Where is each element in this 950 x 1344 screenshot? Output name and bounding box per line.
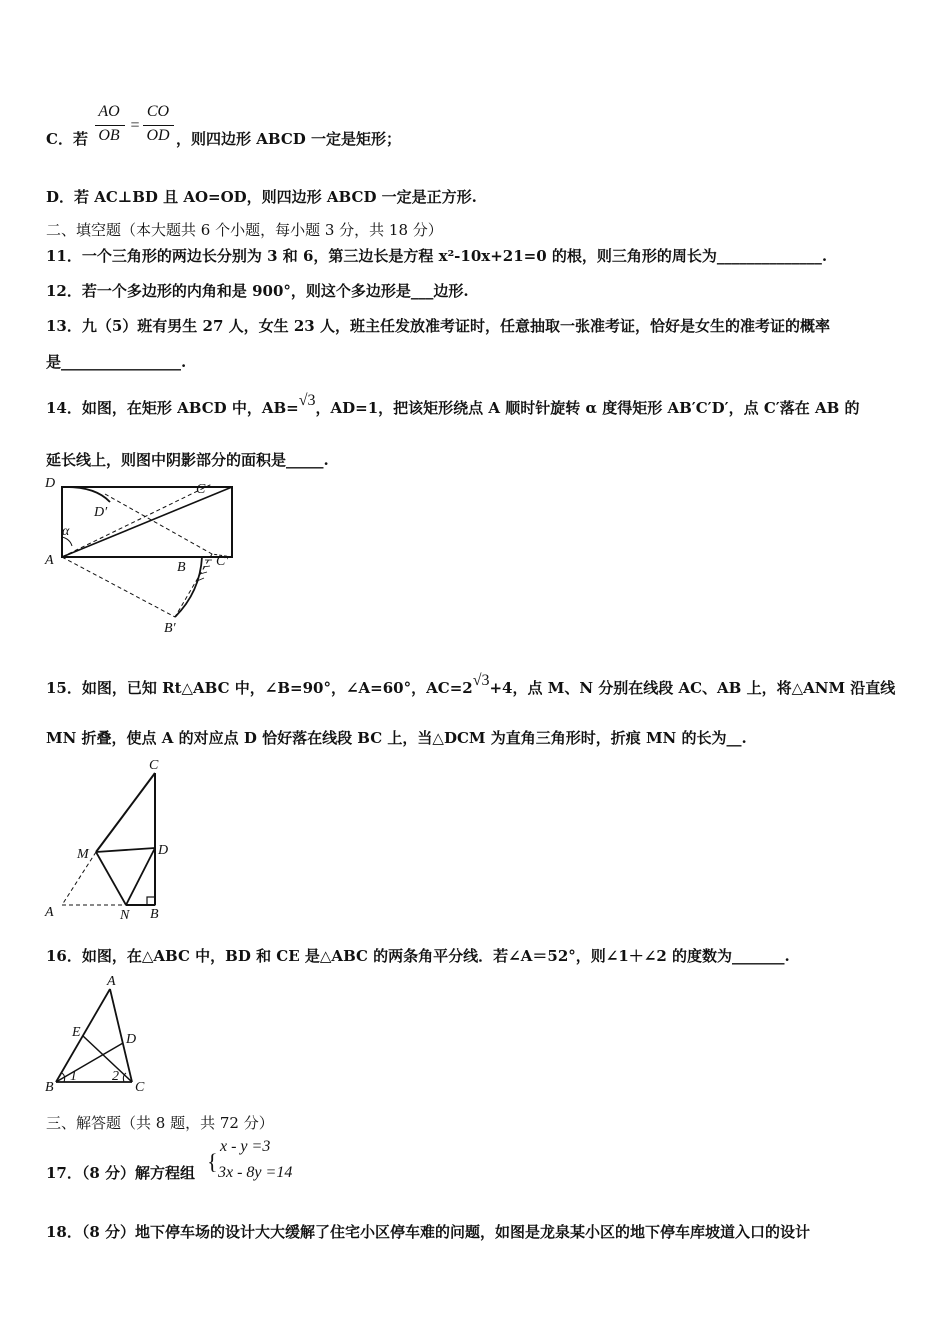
question-12: 12．若一个多边形的内角和是 900°，则这个多边形是___边形. bbox=[46, 282, 469, 300]
arc-d-to-d-prime bbox=[62, 487, 110, 502]
dashed-d-prime-c-prime bbox=[105, 494, 212, 554]
label-d: D bbox=[158, 843, 169, 858]
option-d: D．若 AC⊥BD 且 AO=OD，则四边形 ABCD 一定是正方形. bbox=[46, 188, 477, 206]
frac2-bar bbox=[143, 125, 174, 126]
label-b: B bbox=[177, 560, 186, 575]
question-14-line1 bbox=[46, 392, 860, 419]
figure-q16-angle-bisectors bbox=[40, 972, 160, 1097]
equation-1: x - y =3 bbox=[220, 1138, 271, 1155]
figure-q15-triangle-fold bbox=[40, 755, 190, 925]
frac1-numerator: AO bbox=[98, 103, 120, 120]
question-15-line1 bbox=[46, 672, 896, 699]
question-18: 18．（8 分）地下停车场的设计大大缓解了住宅小区停车难的问题，如图是龙泉某小区的地下停车库坡道入口的设计 bbox=[46, 1223, 811, 1241]
label-a: A bbox=[45, 905, 54, 920]
label-a: A bbox=[45, 553, 54, 568]
q14-text-b: ，AD=1，把该矩形绕点 A 顺时针旋转 α 度得矩形 AB′C′D′，点 C′落在 AB 的 bbox=[315, 399, 860, 417]
option-c-label: C．若 bbox=[46, 130, 88, 148]
question-11: 11．一个三角形的两边长分别为 3 和 6，第三边长是方程 x²-10x+21=0 的根，则三角形的周长为______________. bbox=[46, 247, 828, 265]
figure-q14-rectangle-rotation bbox=[40, 474, 240, 639]
label-b-prime: B′ bbox=[164, 621, 176, 636]
label-c-prime: C′ bbox=[216, 554, 229, 569]
label-d: D bbox=[45, 476, 56, 491]
option-c-text: ，则四边形 ABCD 一定是矩形； bbox=[176, 130, 401, 148]
label-c: C bbox=[149, 758, 159, 773]
label-d-prime: D′ bbox=[94, 505, 108, 520]
frac2-numerator: CO bbox=[146, 103, 170, 120]
side-ab bbox=[56, 989, 110, 1082]
dashed-ad-prime bbox=[62, 484, 212, 557]
label-a: A bbox=[107, 974, 116, 989]
frac1-bar bbox=[95, 125, 125, 126]
label-c: C bbox=[135, 1080, 145, 1095]
q15-text-a: 15．如图，已知 Rt△ABC 中，∠B=90°，∠A=60°，AC=2 bbox=[46, 679, 473, 697]
q14-text-a: 14．如图，在矩形 ABCD 中，AB= bbox=[46, 399, 299, 417]
label-d: D bbox=[126, 1032, 137, 1047]
segment-md bbox=[96, 848, 155, 852]
question-16: 16．如图，在△ABC 中，BD 和 CE 是△ABC 的两条角平分线．若∠A＝52°，则∠1＋∠2 的度数为_______. bbox=[46, 947, 790, 965]
dashed-ab-prime bbox=[62, 557, 175, 617]
frac2-denominator: OD bbox=[146, 127, 170, 144]
question-13-line2: 是________________. bbox=[46, 353, 187, 371]
label-angle-2: 2 bbox=[112, 1069, 119, 1084]
question-15-line2: MN 折叠，使点 A 的对应点 D 恰好落在线段 BC 上，当△DCM 为直角三角形时，折痕 MN 的长为__. bbox=[46, 729, 747, 747]
side-cm bbox=[96, 773, 155, 852]
question-14-line2: 延长线上，则图中阴影部分的面积是_____. bbox=[46, 451, 329, 469]
section3-title: 三、解答题（共 8 题，共 72 分） bbox=[46, 1114, 274, 1132]
q15-sqrt3: √3 bbox=[472, 672, 490, 689]
diagonal-ac bbox=[62, 487, 232, 557]
label-b: B bbox=[45, 1080, 54, 1095]
q14-sqrt3: √3 bbox=[298, 392, 316, 409]
section2-title: 二、填空题（本大题共 6 个小题，每小题 3 分，共 18 分） bbox=[46, 221, 443, 239]
label-angle-1: 1 bbox=[70, 1069, 77, 1084]
equals-sign: = bbox=[130, 117, 140, 134]
label-m: M bbox=[77, 847, 89, 862]
frac1-denominator: OB bbox=[98, 127, 120, 144]
segment-mn bbox=[96, 852, 126, 905]
q15-text-b: +4，点 M、N 分别在线段 AC、AB 上，将△ANM 沿直线 bbox=[489, 679, 896, 697]
label-alpha: α bbox=[62, 524, 70, 539]
equation-2: 3x - 8y =14 bbox=[218, 1164, 293, 1181]
label-n: N bbox=[120, 908, 130, 923]
label-e: E bbox=[72, 1025, 81, 1040]
label-c: C bbox=[196, 482, 206, 497]
system-brace: { bbox=[207, 1149, 218, 1174]
question-17-label: 17．（8 分）解方程组 bbox=[46, 1164, 196, 1182]
right-angle-mark bbox=[147, 897, 155, 905]
question-13-line1: 13．九（5）班有男生 27 人，女生 23 人，班主任发放准考证时，任意抽取一张准考证，恰好是女生的准考证的概率 bbox=[46, 317, 830, 335]
label-b: B bbox=[150, 907, 159, 922]
